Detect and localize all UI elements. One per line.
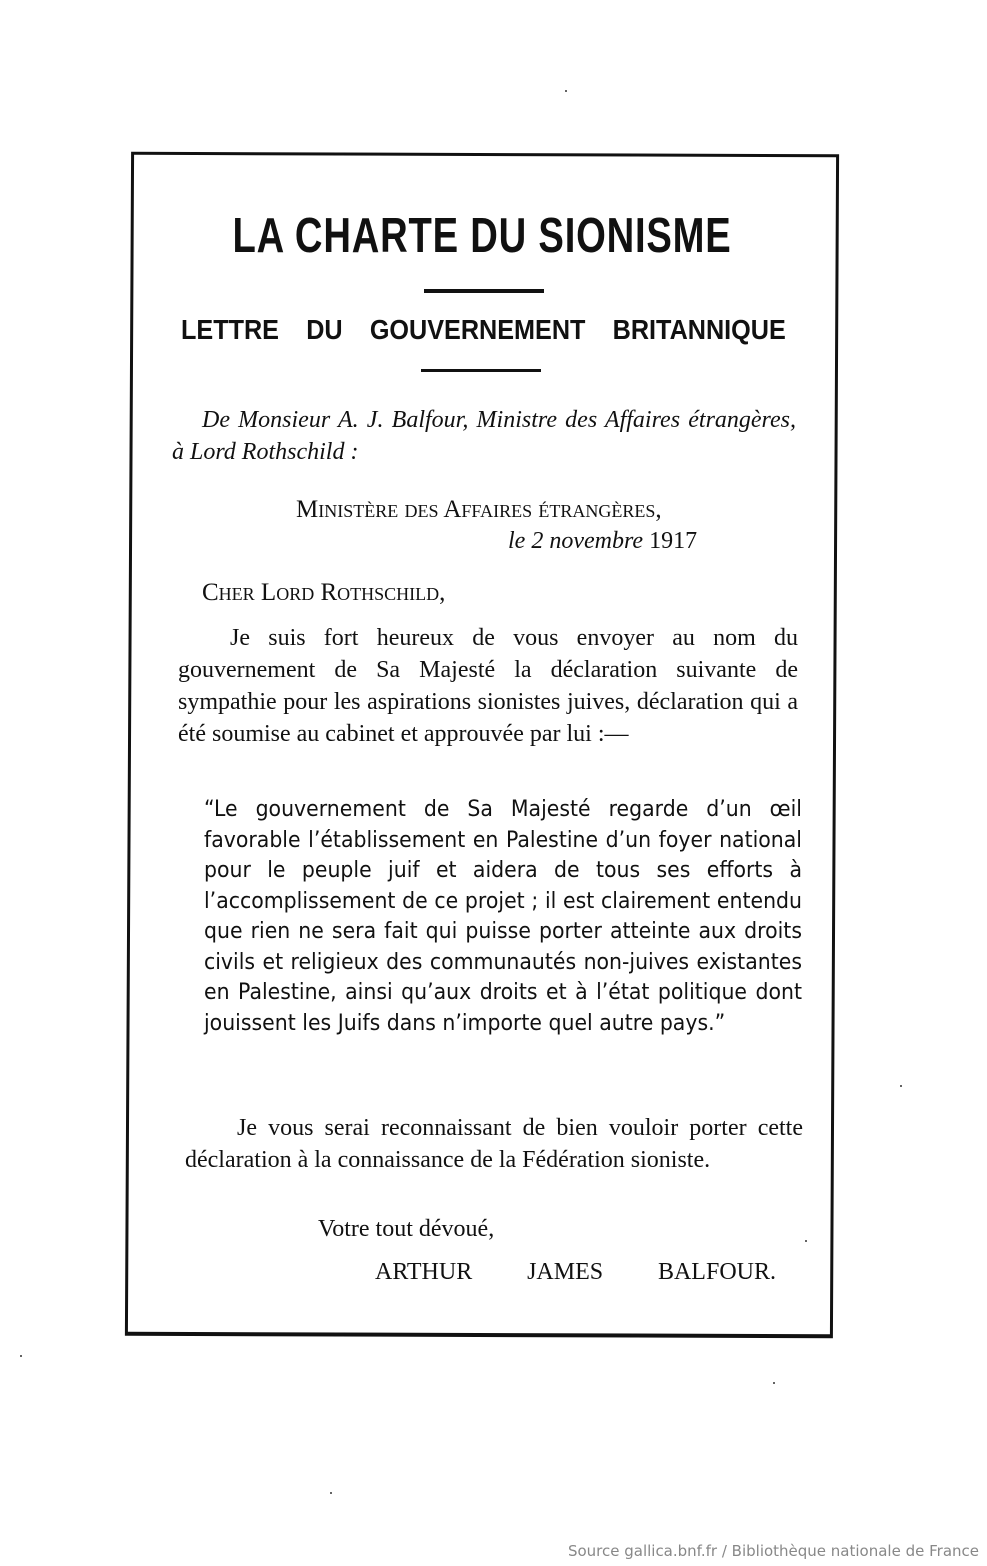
source-attribution: Source gallica.bnf.fr / Bibliothèque nationale de France	[567, 1542, 979, 1560]
letter-greeting: Cher Lord Rothschild,	[202, 579, 446, 606]
scan-speck	[565, 90, 567, 92]
scan-speck	[20, 1355, 22, 1357]
paragraph-1-text: Je suis fort heureux de vous envoyer au nom du gouvernement de Sa Majesté la déclaration suivante de sympathie pour les aspirations sionistes juives, déclaration qui a été soumise au cabinet et approuvée par lui :—	[178, 625, 798, 747]
subtitle-divider	[421, 369, 541, 372]
letter-closing: Votre tout dévoué,	[318, 1216, 495, 1242]
paragraph-2-text: Je vous serai reconnaissant de bien vouloir porter cette déclaration à la connaissance de la Fédération sioniste.	[185, 1115, 803, 1173]
letter-paragraph-2	[185, 1112, 803, 1176]
intro-text: De Monsieur A. J. Balfour, Ministre des Affaires étrangères, à Lord Rothschild :	[172, 407, 796, 465]
date-text: le 2 novembre	[508, 528, 644, 554]
document-subtitle: LETTRE DU GOUVERNEMENT BRITANNIQUE	[181, 314, 786, 345]
date-year: 1917	[649, 528, 698, 554]
document-title: LA CHARTE DU SIONISME	[232, 209, 732, 263]
scan-speck	[900, 1085, 902, 1087]
declaration-quote: “Le gouvernement de Sa Majesté regarde d’un œil favorable l’établissement en Palestine d’un foyer national pour le peuple juif et aidera de tous ses efforts à l’accomplissement de ce projet ; il est clairement entendu que rien ne sera fait qui puisse porter atteinte aux droits civils et religieux des communautés non-juives existantes en Palestine, ainsi qu’aux droits et à l’état politique dont jouissent les Juifs dans n’importe quel autre pays.”	[204, 797, 802, 1036]
letter-signature: ARTHUR JAMES BALFOUR.	[375, 1259, 776, 1285]
ministry-heading: Ministère des Affaires étrangères,	[296, 496, 662, 523]
scan-speck	[805, 1240, 807, 1242]
letter-date	[508, 528, 697, 555]
scan-speck	[773, 1382, 775, 1384]
letter-intro	[172, 404, 796, 468]
scan-speck	[330, 1492, 332, 1494]
title-divider	[424, 289, 544, 293]
letter-paragraph-1	[178, 622, 798, 750]
